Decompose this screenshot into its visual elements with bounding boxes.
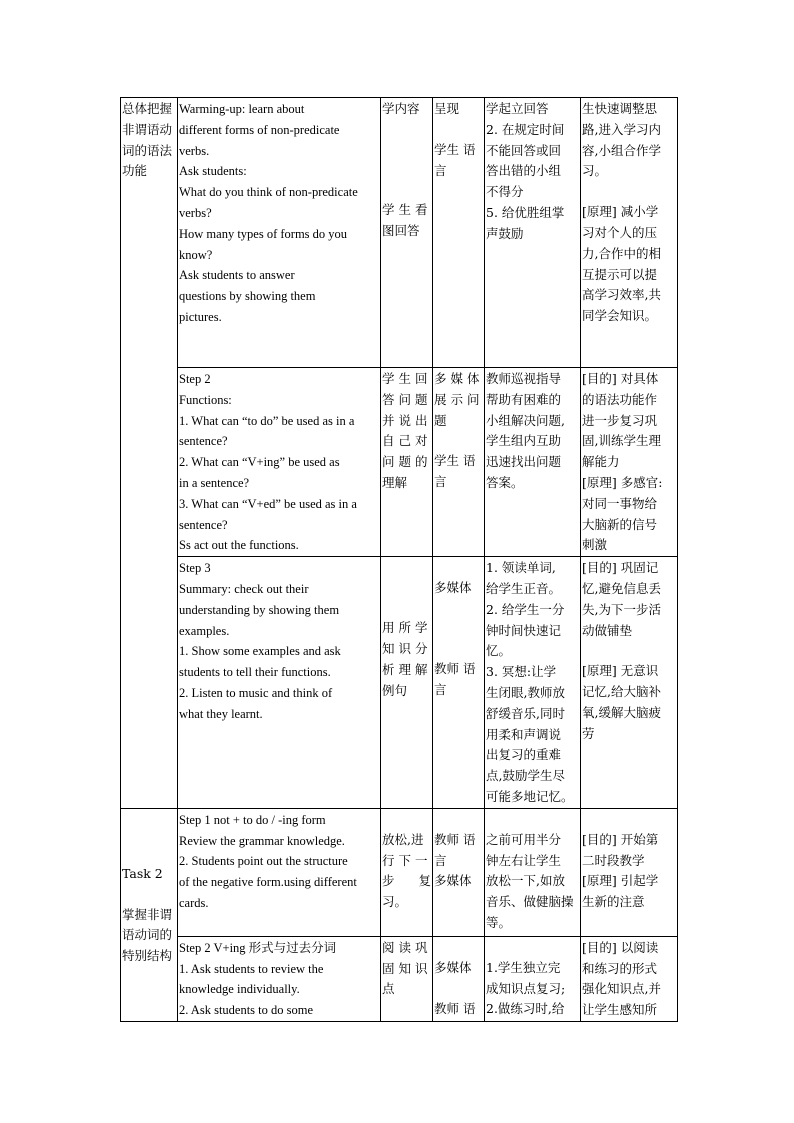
text-line: 1. Ask students to review the	[179, 961, 324, 976]
text-line: 功能	[122, 163, 148, 179]
purpose-cell	[581, 936, 678, 1021]
text-line: 多 媒 体	[434, 371, 480, 386]
text-line: of the negative form.using different	[179, 875, 357, 890]
activity-cell	[178, 368, 381, 557]
text-line: 言	[434, 681, 447, 697]
text-line: 迅速找出问题	[486, 454, 562, 470]
text-line: 2. What can “V+ing” be used as	[179, 455, 340, 470]
text-line: 记忆,给大脑补	[582, 684, 661, 700]
text-line: 教师 语	[434, 1000, 476, 1016]
text-line: 高学习效率,共	[582, 287, 661, 303]
text-line: 2.做练习时,给	[486, 1001, 565, 1017]
text-line: 多媒体	[434, 873, 472, 889]
text-line: Ss act out the functions.	[179, 538, 299, 553]
text-line: [目的] 对具体	[582, 371, 659, 386]
text-line	[434, 639, 483, 659]
text-line: 生闭眼,教师放	[486, 684, 565, 700]
teacher-activity-cell	[485, 808, 581, 936]
table-row	[121, 368, 678, 557]
text-line: 多媒体	[434, 580, 472, 596]
text-line: 的语法功能作	[582, 391, 658, 407]
method-cell	[433, 808, 485, 936]
purpose-cell	[581, 808, 678, 936]
text-line: 固,训练学生理	[582, 433, 661, 449]
text-line: 解能力	[582, 454, 620, 470]
text-line: different forms of non-predicate	[179, 122, 340, 137]
text-line: 生新的注意	[582, 894, 645, 910]
text-line: 劳	[582, 725, 595, 741]
text-line: 点	[382, 981, 395, 997]
text-line: 掌握非谓	[122, 906, 173, 922]
text-line: 言	[434, 852, 447, 868]
text-line	[434, 979, 483, 999]
text-line: 学生 语	[434, 141, 476, 157]
student-activity-cell	[381, 808, 433, 936]
text-line: 二时段教学	[582, 852, 645, 868]
text-line: 学 生 回	[382, 371, 428, 386]
text-line: 词的语法	[122, 142, 173, 158]
text-line: verbs.	[179, 143, 210, 158]
text-line: 和练习的形式	[582, 960, 658, 976]
text-line: 题	[434, 412, 447, 428]
task-cell	[121, 808, 178, 1021]
text-line: 互提示可以提	[582, 266, 658, 282]
text-line: understanding by showing them	[179, 602, 340, 617]
text-line: 点,鼓励学生尽	[486, 768, 565, 784]
text-line	[382, 140, 431, 160]
text-line: 学生组内互助	[486, 433, 562, 449]
text-line: 语动词的	[122, 927, 173, 943]
purpose-cell	[581, 368, 678, 557]
text-line	[434, 431, 483, 451]
text-line	[582, 641, 676, 661]
method-cell	[433, 98, 485, 368]
text-line: 大脑新的信号	[582, 516, 658, 532]
text-line: 用柔和声调说	[486, 726, 562, 742]
text-line: verbs?	[179, 205, 212, 220]
purpose-cell	[581, 557, 678, 809]
text-line: [原理] 减小学	[582, 204, 659, 220]
text-line: 言	[434, 474, 447, 490]
text-line: 钟左右让学生	[486, 852, 562, 868]
text-line: 对同一事物给	[582, 495, 658, 511]
student-activity-cell	[381, 368, 433, 557]
text-line: 非谓语动	[122, 121, 173, 137]
text-line: 例句	[382, 682, 408, 698]
text-line	[434, 120, 483, 140]
text-line: 1. What can “to do” be used as in a	[179, 413, 355, 428]
text-line: Summary: check out their	[179, 581, 309, 596]
text-line: 习对个人的压	[582, 224, 658, 240]
activity-cell	[178, 98, 381, 368]
text-line: Task 2	[122, 865, 163, 881]
text-line: 答 问 题	[382, 391, 428, 407]
text-line: 放松一下,如放	[486, 873, 565, 889]
text-line	[122, 885, 176, 905]
text-line: Step 1 not + to do / -ing form	[179, 812, 326, 827]
teacher-activity-cell	[485, 368, 581, 557]
lesson-plan-table	[120, 97, 678, 1022]
text-line: 2. Ask students to do some	[179, 1003, 314, 1018]
text-line	[582, 810, 676, 830]
activity-cell	[178, 808, 381, 936]
text-line: 不得分	[486, 184, 524, 200]
text-line: 钟时间快速记	[486, 622, 562, 638]
text-line: [目的] 以阅读	[582, 939, 659, 955]
text-line: Ask students to answer	[179, 268, 295, 283]
activity-cell	[178, 936, 381, 1021]
text-line: 5. 给优胜组掌	[486, 204, 565, 220]
text-line	[434, 619, 483, 639]
text-line: 音乐、做健脑操	[486, 894, 574, 910]
text-line: 步复习。	[382, 873, 431, 910]
text-line: 总体把握	[122, 101, 173, 116]
text-line: 放松,进	[382, 831, 424, 847]
text-line: How many types of forms do you	[179, 226, 348, 241]
text-line: 可能多地记忆。	[486, 788, 574, 804]
text-line: 氧,缓解大脑疲	[582, 704, 661, 720]
table-row	[121, 98, 678, 368]
text-line	[582, 182, 676, 202]
text-line: 特别结构	[122, 948, 173, 964]
text-line: 让学生感知所	[582, 1002, 658, 1018]
text-line: 成知识点复习;	[486, 980, 566, 996]
text-line: students to tell their functions.	[179, 665, 331, 680]
text-line: 答案。	[486, 474, 524, 490]
text-line: 等。	[486, 914, 512, 930]
text-line: 给学生正音。	[486, 580, 562, 596]
text-line: 3. 冥想:让学	[486, 664, 557, 680]
text-line: 学生 语	[434, 453, 476, 469]
text-line: 言	[434, 162, 447, 178]
text-line: 问 题 的	[382, 454, 428, 470]
text-line: 理解	[382, 474, 408, 490]
text-line: 容,小组合作学	[582, 142, 661, 158]
text-line: 知 识 分	[382, 640, 428, 656]
text-line: 学 生 看	[382, 201, 428, 217]
text-line: 刺激	[582, 537, 608, 553]
text-line: 路,进入学习内	[582, 121, 661, 137]
teacher-activity-cell	[485, 557, 581, 809]
text-line: questions by showing them	[179, 289, 316, 304]
text-line: [原理] 多感官:	[582, 474, 663, 490]
text-line: 教师 语	[434, 831, 476, 847]
text-line: 1. Show some examples and ask	[179, 644, 341, 659]
text-line: 力,合作中的相	[582, 245, 661, 261]
table-row	[121, 557, 678, 809]
text-line: 析 理 解	[382, 661, 428, 677]
text-line: 用 所 学	[382, 620, 428, 636]
text-line: 同学会知识。	[582, 308, 658, 324]
text-line: 2. 给学生一分	[486, 601, 565, 617]
text-line: 忆。	[486, 643, 512, 659]
text-line: 展 示 问	[434, 391, 480, 407]
purpose-cell	[581, 98, 678, 368]
text-line: 学内容	[382, 101, 420, 116]
text-line: 阅 读 巩	[382, 939, 428, 955]
text-line: 自 己 对	[382, 433, 428, 449]
text-line: what they learnt.	[179, 706, 263, 721]
text-line: 呈现	[434, 101, 460, 116]
text-line: Step 2	[179, 372, 211, 386]
table-row	[121, 808, 678, 936]
text-line: sentence?	[179, 434, 228, 449]
text-line	[382, 578, 431, 598]
text-line	[382, 558, 431, 578]
text-line: 小组解决问题,	[486, 412, 565, 428]
teacher-activity-cell	[485, 98, 581, 368]
text-line: 学起立回答	[486, 101, 549, 116]
method-cell	[433, 557, 485, 809]
student-activity-cell	[381, 557, 433, 809]
text-line: pictures.	[179, 309, 222, 324]
text-line: knowledge individually.	[179, 982, 300, 997]
text-line: [原理] 引起学	[582, 873, 659, 889]
text-line: know?	[179, 247, 213, 262]
text-line: 1.学生独立完	[486, 959, 561, 975]
text-line: [原理] 无意识	[582, 663, 659, 679]
text-line	[382, 160, 431, 180]
text-line: 教师巡视指导	[486, 371, 562, 386]
text-line	[434, 938, 483, 958]
student-activity-cell	[381, 936, 433, 1021]
text-line: 舒缓音乐,同时	[486, 705, 565, 721]
method-cell	[433, 368, 485, 557]
text-line	[486, 938, 579, 958]
text-line: 图回答	[382, 222, 420, 238]
text-line: 并 说 出	[382, 412, 428, 428]
text-line: 教师 语	[434, 660, 476, 676]
text-line: examples.	[179, 623, 230, 638]
text-line: Ask students:	[179, 164, 247, 179]
text-line: Functions:	[179, 392, 232, 407]
table-row	[121, 936, 678, 1021]
text-line: 答出错的小组	[486, 163, 562, 179]
text-line	[434, 810, 483, 830]
text-line	[486, 810, 579, 830]
text-line: 2. Students point out the structure	[179, 854, 348, 869]
text-line: 强化知识点,并	[582, 981, 661, 997]
text-line: 2. Listen to music and think of	[179, 685, 333, 700]
text-line: 3. What can “V+ed” be used as in a	[179, 496, 357, 511]
text-line	[382, 180, 431, 200]
text-line	[382, 598, 431, 618]
text-line: [目的] 开始第	[582, 831, 659, 847]
text-line: 生快速调整思	[582, 101, 658, 116]
text-line: Step 3	[179, 561, 211, 576]
text-line: Warming-up: learn about	[179, 102, 305, 116]
text-line: 之前可用半分	[486, 831, 562, 847]
text-line: cards.	[179, 895, 209, 910]
text-line: 声鼓励	[486, 225, 524, 241]
text-line: 不能回答或回	[486, 142, 562, 158]
text-line	[382, 810, 431, 830]
text-line: 帮助有困难的	[486, 391, 562, 407]
text-line: 失,为下一步活	[582, 601, 661, 617]
text-line: sentence?	[179, 517, 228, 532]
text-line	[382, 120, 431, 140]
text-line: 固 知 识	[382, 960, 428, 976]
teacher-activity-cell	[485, 936, 581, 1021]
task-cell	[121, 98, 178, 809]
text-line: 多媒体	[434, 959, 472, 975]
activity-cell	[178, 557, 381, 809]
text-line: 进一步复习巩	[582, 412, 658, 428]
text-line: 习。	[582, 163, 608, 179]
student-activity-cell	[381, 98, 433, 368]
text-line: 2. 在规定时间	[486, 121, 565, 137]
text-line: Step 2 V+ing 形式与过去分词	[179, 940, 337, 955]
text-line: What do you think of non-predicate	[179, 185, 358, 200]
text-line: 行 下 一	[382, 852, 428, 868]
text-line	[434, 558, 483, 578]
method-cell	[433, 936, 485, 1021]
text-line: 忆,避免信息丢	[582, 580, 661, 596]
text-line: 动做铺垫	[582, 622, 633, 638]
text-line	[434, 599, 483, 619]
text-line: [目的] 巩固记	[582, 560, 659, 576]
text-line: 出复习的重难	[486, 747, 562, 763]
text-line: Review the grammar knowledge.	[179, 833, 345, 848]
text-line: 1. 领读单词,	[486, 560, 556, 576]
text-line: in a sentence?	[179, 475, 250, 490]
